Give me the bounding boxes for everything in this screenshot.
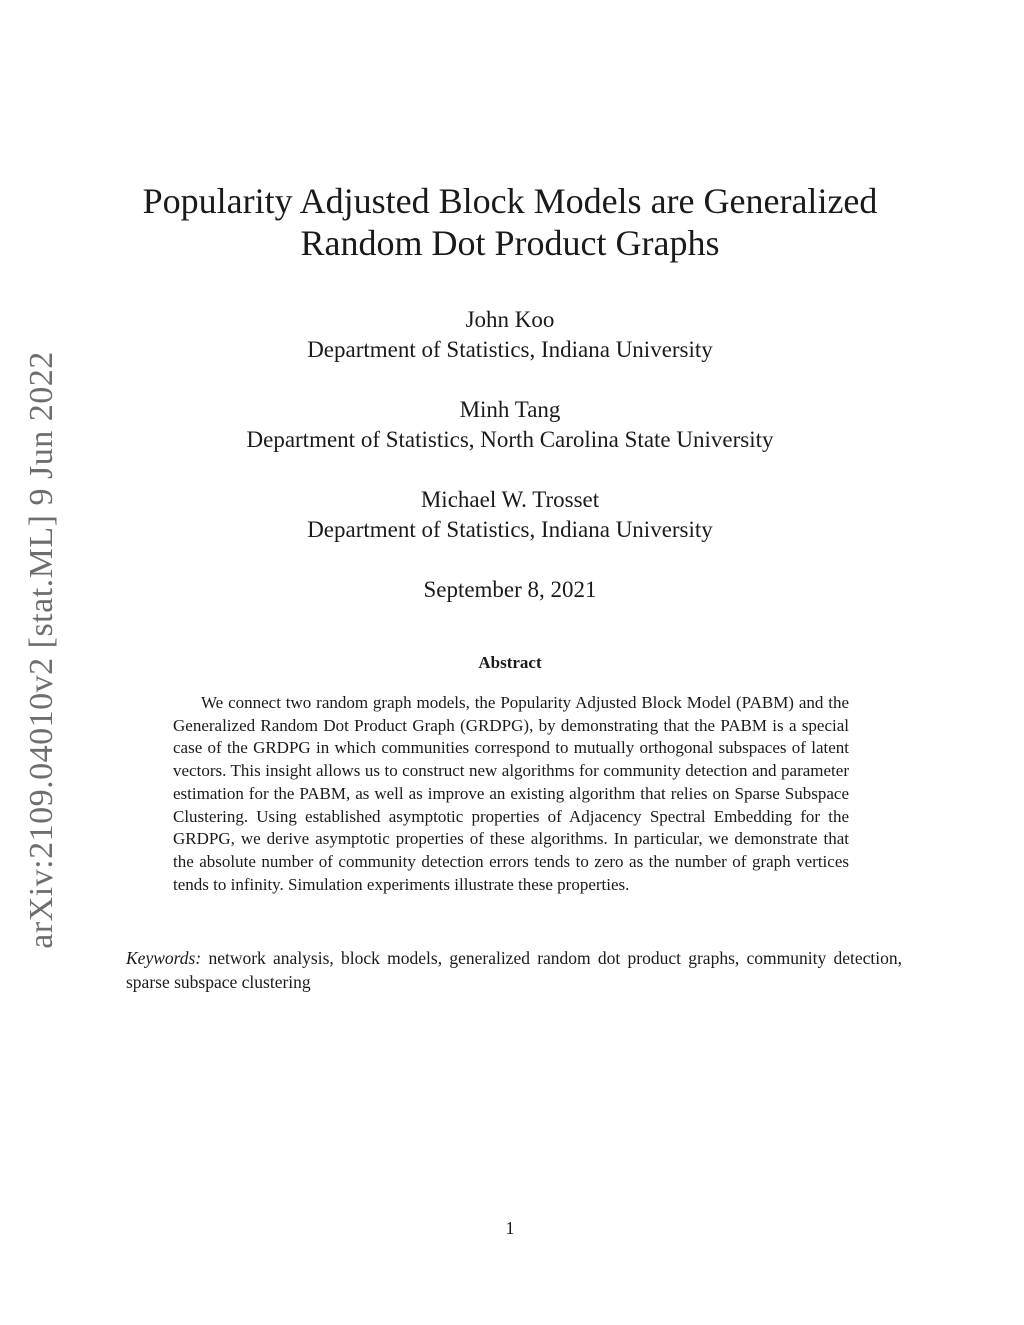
author-name: John Koo	[465, 307, 555, 332]
author-affiliation: Department of Statistics, Indiana University	[307, 517, 713, 542]
author-affiliation: Department of Statistics, North Carolina State University	[246, 427, 774, 452]
author-affiliation: Department of Statistics, Indiana University	[307, 337, 713, 362]
paper-title: Popularity Adjusted Block Models are Generalized Random Dot Product Graphs	[142, 181, 878, 263]
keywords-label: Keywords:	[126, 948, 202, 968]
author-name: Michael W. Trosset	[420, 487, 600, 512]
keywords-list: network analysis, block models, generalized random dot product graphs, community detection, sparse subspace clustering	[126, 948, 902, 992]
keywords-section	[126, 946, 902, 994]
abstract-text: We connect two random graph models, the Popularity Adjusted Block Model (PABM) and the Generalized Random Dot Product Graph (GRDPG), by demonstrating that the PABM is a special case of the GRDPG in which communities correspond to mutually orthogonal subspaces of latent vectors. This insight allows us to construct new algorithms for community detection and parameter estimation for the PABM, as well as improve an existing algorithm that relies on Sparse Subspace Clustering. Using established asymptotic properties of Adjacency Spectral Embedding for the GRDPG, we derive asymptotic properties of these algorithms. In particular, we demonstrate that the absolute number of community detection errors tends to zero as the number of graph vertices tends to infinity. Simulation experiments illustrate these properties.	[173, 693, 849, 894]
author-block-2	[130, 395, 890, 455]
arxiv-identifier-stamp: arXiv:2109.04010v2 [stat.ML] 9 Jun 2022	[23, 351, 60, 949]
abstract-heading: Abstract	[478, 653, 542, 672]
author-block-3	[130, 485, 890, 545]
author-name: Minh Tang	[459, 397, 561, 422]
publication-date: September 8, 2021	[423, 577, 597, 602]
page-number: 1	[505, 1218, 515, 1238]
author-block-1	[130, 305, 890, 365]
